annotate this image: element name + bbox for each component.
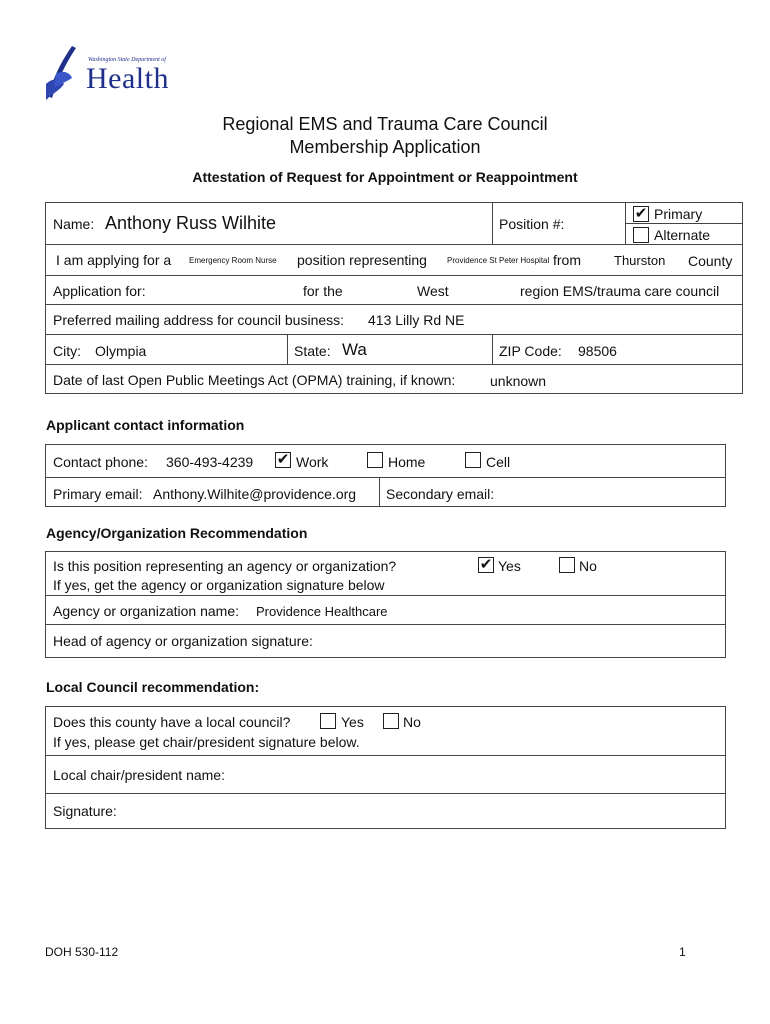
agency-name-field[interactable]: Providence Healthcare	[256, 604, 388, 619]
logo-health-word: Health	[86, 62, 169, 95]
local-no-checkbox[interactable]	[383, 713, 399, 729]
agency-yes-label: Yes	[498, 558, 521, 574]
state-label: State:	[294, 343, 331, 359]
agency-name-label: Agency or organization name:	[53, 603, 239, 619]
agency-yes-checkbox[interactable]: ✔	[479, 556, 493, 573]
page-title: Regional EMS and Trauma Care Council	[222, 114, 548, 134]
local-question-line2: If yes, please get chair/president signature below.	[53, 734, 360, 750]
local-section-title: Local Council recommendation:	[46, 679, 260, 695]
name-label: Name:	[53, 216, 95, 232]
phone-field[interactable]: 360-493-4239	[166, 454, 254, 470]
state-field[interactable]: Wa	[342, 340, 367, 359]
alternate-checkbox[interactable]	[633, 227, 649, 243]
opma-label: Date of last Open Public Meetings Act (OPMA) training, if known:	[53, 372, 456, 388]
cell-checkbox[interactable]	[465, 452, 481, 468]
secondary-email-label: Secondary email:	[386, 486, 495, 502]
doh-logo	[42, 44, 172, 104]
agency-no-label: No	[579, 558, 597, 574]
region-field[interactable]: West	[417, 283, 449, 299]
page-subtitle: Attestation of Request for Appointment or Reappointment	[192, 169, 578, 185]
primary-email-label: Primary email:	[53, 486, 143, 502]
application-for-label: Application for:	[53, 283, 146, 299]
primary-email-field[interactable]: Anthony.Wilhite@providence.org	[153, 486, 357, 502]
applying-label: I am applying for a	[56, 252, 172, 268]
local-no-label: No	[403, 714, 421, 730]
logo-department-text: Washington State Department of	[88, 57, 166, 63]
opma-field[interactable]: unknown	[490, 373, 547, 389]
primary-checkbox[interactable]: ✔	[634, 205, 648, 222]
primary-label: Primary	[654, 206, 703, 222]
region-label: region EMS/trauma care council	[520, 283, 720, 299]
zip-field[interactable]: 98506	[578, 343, 617, 359]
representing-label: position representing	[297, 252, 427, 268]
contact-section-title: Applicant contact information	[46, 417, 245, 433]
feather-icon	[42, 44, 86, 104]
name-field[interactable]: Anthony Russ Wilhite	[105, 213, 277, 233]
agency-no-checkbox[interactable]	[559, 557, 575, 573]
city-label: City:	[53, 343, 81, 359]
local-yes-checkbox[interactable]	[320, 713, 336, 729]
local-chair-label: Local chair/president name:	[53, 767, 225, 783]
phone-label: Contact phone:	[53, 454, 148, 470]
agency-question-line2: If yes, get the agency or organization signature below	[53, 577, 385, 593]
agency-head-signature-label: Head of agency or organization signature:	[53, 633, 313, 649]
page-title-line2: Membership Application	[289, 137, 481, 157]
zip-label: ZIP Code:	[499, 343, 562, 359]
position-number-field[interactable]	[572, 216, 620, 234]
work-label: Work	[296, 454, 329, 470]
position-number-label: Position #:	[499, 216, 565, 232]
local-signature-label: Signature:	[53, 803, 117, 819]
county-field[interactable]: Thurston	[614, 253, 666, 268]
local-yes-label: Yes	[341, 714, 364, 730]
home-label: Home	[388, 454, 426, 470]
home-checkbox[interactable]	[367, 452, 383, 468]
from-label: from	[553, 252, 581, 268]
for-the-label: for the	[303, 283, 343, 299]
county-label: County	[688, 253, 733, 269]
city-field[interactable]: Olympia	[95, 343, 147, 359]
representing-field[interactable]: Providence St Peter Hospital	[447, 256, 550, 265]
agency-section-title: Agency/Organization Recommendation	[46, 525, 308, 541]
mailing-address-label: Preferred mailing address for council business:	[53, 312, 345, 328]
page-number: 1	[679, 945, 686, 959]
local-question-line1: Does this county have a local council?	[53, 714, 291, 730]
alternate-label: Alternate	[654, 227, 711, 243]
work-checkbox[interactable]: ✔	[276, 451, 290, 468]
form-number: DOH 530-112	[45, 945, 119, 959]
mailing-address-field[interactable]: 413 Lilly Rd NE	[368, 312, 465, 328]
agency-question-line1: Is this position representing an agency or organization?	[53, 558, 397, 574]
applying-position-field[interactable]: Emergency Room Nurse	[189, 256, 277, 265]
cell-label: Cell	[486, 454, 511, 470]
